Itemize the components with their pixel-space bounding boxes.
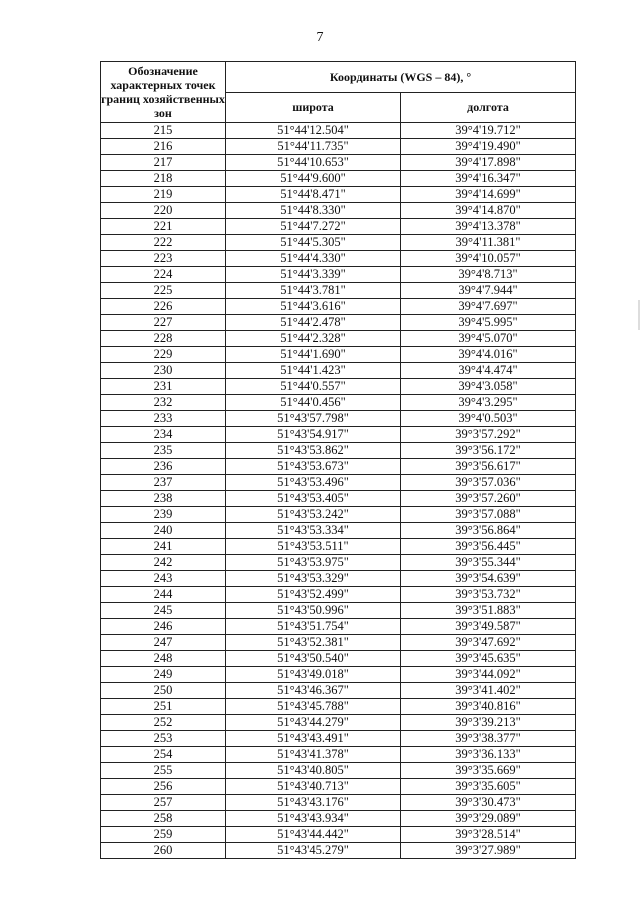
longitude-cell: 39°3'39.213" [401, 715, 576, 731]
table-row [101, 155, 576, 171]
table-row [101, 507, 576, 523]
table-row [101, 411, 576, 427]
longitude-cell: 39°3'53.732" [401, 587, 576, 603]
page-number: 7 [316, 30, 324, 45]
point-id-cell: 252 [101, 715, 226, 731]
longitude-cell: 39°3'51.883" [401, 603, 576, 619]
table-row [101, 251, 576, 267]
latitude-cell: 51°43'51.754" [226, 619, 401, 635]
point-id-cell: 249 [101, 667, 226, 683]
longitude-cell: 39°3'29.089" [401, 811, 576, 827]
table-row [101, 731, 576, 747]
point-id-cell: 224 [101, 267, 226, 283]
latitude-cell: 51°43'41.378" [226, 747, 401, 763]
longitude-cell: 39°3'38.377" [401, 731, 576, 747]
table-row [101, 459, 576, 475]
coordinates-table [100, 61, 576, 859]
header-latitude: широта [226, 93, 401, 123]
longitude-cell: 39°4'7.944" [401, 283, 576, 299]
longitude-cell: 39°3'30.473" [401, 795, 576, 811]
longitude-cell: 39°4'16.347" [401, 171, 576, 187]
table-row [101, 331, 576, 347]
longitude-cell: 39°3'35.669" [401, 763, 576, 779]
latitude-cell: 51°44'5.305" [226, 235, 401, 251]
longitude-cell: 39°4'11.381" [401, 235, 576, 251]
table-row [101, 523, 576, 539]
longitude-cell: 39°4'14.699" [401, 187, 576, 203]
latitude-cell: 51°43'53.975" [226, 555, 401, 571]
longitude-cell: 39°3'49.587" [401, 619, 576, 635]
point-id-cell: 255 [101, 763, 226, 779]
point-id-cell: 220 [101, 203, 226, 219]
point-id-cell: 215 [101, 123, 226, 139]
latitude-cell: 51°43'40.805" [226, 763, 401, 779]
table-row [101, 667, 576, 683]
table-row [101, 219, 576, 235]
point-id-cell: 223 [101, 251, 226, 267]
table-row [101, 187, 576, 203]
longitude-cell: 39°3'54.639" [401, 571, 576, 587]
table-row [101, 779, 576, 795]
longitude-cell: 39°3'56.864" [401, 523, 576, 539]
latitude-cell: 51°43'45.279" [226, 843, 401, 859]
longitude-cell: 39°3'56.445" [401, 539, 576, 555]
longitude-cell: 39°3'36.133" [401, 747, 576, 763]
point-id-cell: 256 [101, 779, 226, 795]
point-id-cell: 258 [101, 811, 226, 827]
longitude-cell: 39°4'8.713" [401, 267, 576, 283]
table-row [101, 539, 576, 555]
point-id-cell: 246 [101, 619, 226, 635]
longitude-cell: 39°3'57.292" [401, 427, 576, 443]
header-longitude: долгота [401, 93, 576, 123]
longitude-cell: 39°3'56.617" [401, 459, 576, 475]
point-id-cell: 229 [101, 347, 226, 363]
latitude-cell: 51°44'3.781" [226, 283, 401, 299]
point-id-cell: 237 [101, 475, 226, 491]
latitude-cell: 51°44'2.328" [226, 331, 401, 347]
point-id-cell: 260 [101, 843, 226, 859]
longitude-cell: 39°3'45.635" [401, 651, 576, 667]
latitude-cell: 51°43'49.018" [226, 667, 401, 683]
point-id-cell: 253 [101, 731, 226, 747]
latitude-cell: 51°43'53.511" [226, 539, 401, 555]
table-row [101, 299, 576, 315]
table-row [101, 763, 576, 779]
latitude-cell: 51°43'53.862" [226, 443, 401, 459]
table-row [101, 635, 576, 651]
longitude-cell: 39°4'0.503" [401, 411, 576, 427]
table-row [101, 123, 576, 139]
latitude-cell: 51°43'53.329" [226, 571, 401, 587]
table-row [101, 475, 576, 491]
point-id-cell: 238 [101, 491, 226, 507]
table-row [101, 235, 576, 251]
table-row [101, 139, 576, 155]
point-id-cell: 226 [101, 299, 226, 315]
table-row [101, 571, 576, 587]
point-id-cell: 235 [101, 443, 226, 459]
latitude-cell: 51°44'0.456" [226, 395, 401, 411]
latitude-cell: 51°43'53.334" [226, 523, 401, 539]
longitude-cell: 39°4'13.378" [401, 219, 576, 235]
table-row [101, 315, 576, 331]
table-row [101, 811, 576, 827]
table-row [101, 363, 576, 379]
point-id-cell: 221 [101, 219, 226, 235]
point-id-cell: 236 [101, 459, 226, 475]
latitude-cell: 51°44'8.330" [226, 203, 401, 219]
table-row [101, 267, 576, 283]
point-id-cell: 225 [101, 283, 226, 299]
longitude-cell: 39°4'19.490" [401, 139, 576, 155]
longitude-cell: 39°4'5.070" [401, 331, 576, 347]
point-id-cell: 243 [101, 571, 226, 587]
table-row [101, 827, 576, 843]
point-id-cell: 251 [101, 699, 226, 715]
latitude-cell: 51°44'9.600" [226, 171, 401, 187]
longitude-cell: 39°3'57.036" [401, 475, 576, 491]
longitude-cell: 39°3'44.092" [401, 667, 576, 683]
latitude-cell: 51°44'7.272" [226, 219, 401, 235]
latitude-cell: 51°44'3.339" [226, 267, 401, 283]
longitude-cell: 39°3'56.172" [401, 443, 576, 459]
table-row [101, 587, 576, 603]
point-id-cell: 259 [101, 827, 226, 843]
point-id-cell: 257 [101, 795, 226, 811]
longitude-cell: 39°4'17.898" [401, 155, 576, 171]
table-row [101, 843, 576, 859]
longitude-cell: 39°3'27.989" [401, 843, 576, 859]
latitude-cell: 51°43'43.491" [226, 731, 401, 747]
longitude-cell: 39°3'57.260" [401, 491, 576, 507]
latitude-cell: 51°43'57.798" [226, 411, 401, 427]
point-id-cell: 240 [101, 523, 226, 539]
point-id-cell: 219 [101, 187, 226, 203]
table-row [101, 683, 576, 699]
point-id-cell: 248 [101, 651, 226, 667]
point-id-cell: 241 [101, 539, 226, 555]
table-row [101, 619, 576, 635]
point-id-cell: 233 [101, 411, 226, 427]
latitude-cell: 51°43'46.367" [226, 683, 401, 699]
longitude-cell: 39°4'3.295" [401, 395, 576, 411]
latitude-cell: 51°43'53.405" [226, 491, 401, 507]
point-id-cell: 222 [101, 235, 226, 251]
latitude-cell: 51°44'3.616" [226, 299, 401, 315]
table-row [101, 555, 576, 571]
latitude-cell: 51°43'44.279" [226, 715, 401, 731]
table-row [101, 427, 576, 443]
longitude-cell: 39°3'28.514" [401, 827, 576, 843]
point-id-cell: 231 [101, 379, 226, 395]
latitude-cell: 51°44'10.653" [226, 155, 401, 171]
latitude-cell: 51°44'12.504" [226, 123, 401, 139]
point-id-cell: 216 [101, 139, 226, 155]
latitude-cell: 51°43'50.996" [226, 603, 401, 619]
point-id-cell: 232 [101, 395, 226, 411]
table-row [101, 795, 576, 811]
latitude-cell: 51°43'54.917" [226, 427, 401, 443]
longitude-cell: 39°4'7.697" [401, 299, 576, 315]
latitude-cell: 51°43'45.788" [226, 699, 401, 715]
point-id-cell: 230 [101, 363, 226, 379]
point-id-cell: 218 [101, 171, 226, 187]
latitude-cell: 51°43'52.381" [226, 635, 401, 651]
latitude-cell: 51°44'1.690" [226, 347, 401, 363]
table-row [101, 203, 576, 219]
table-row [101, 395, 576, 411]
point-id-cell: 228 [101, 331, 226, 347]
latitude-cell: 51°44'8.471" [226, 187, 401, 203]
point-id-cell: 227 [101, 315, 226, 331]
point-id-cell: 254 [101, 747, 226, 763]
table-row [101, 283, 576, 299]
point-id-cell: 234 [101, 427, 226, 443]
table-row [101, 603, 576, 619]
table-row [101, 651, 576, 667]
table-row [101, 443, 576, 459]
latitude-cell: 51°43'53.496" [226, 475, 401, 491]
point-id-cell: 247 [101, 635, 226, 651]
latitude-cell: 51°43'43.176" [226, 795, 401, 811]
latitude-cell: 51°43'50.540" [226, 651, 401, 667]
point-id-cell: 239 [101, 507, 226, 523]
table-row [101, 491, 576, 507]
point-id-cell: 250 [101, 683, 226, 699]
longitude-cell: 39°4'10.057" [401, 251, 576, 267]
latitude-cell: 51°44'2.478" [226, 315, 401, 331]
longitude-cell: 39°4'3.058" [401, 379, 576, 395]
longitude-cell: 39°4'4.016" [401, 347, 576, 363]
table-row [101, 379, 576, 395]
latitude-cell: 51°43'53.242" [226, 507, 401, 523]
longitude-cell: 39°4'5.995" [401, 315, 576, 331]
longitude-cell: 39°4'14.870" [401, 203, 576, 219]
header-point-designation: Обозначение характерных точек границ хозяйственных зон [101, 62, 226, 123]
latitude-cell: 51°44'4.330" [226, 251, 401, 267]
table-row [101, 699, 576, 715]
latitude-cell: 51°43'44.442" [226, 827, 401, 843]
latitude-cell: 51°44'1.423" [226, 363, 401, 379]
table-row [101, 715, 576, 731]
longitude-cell: 39°3'41.402" [401, 683, 576, 699]
table-row [101, 747, 576, 763]
longitude-cell: 39°3'40.816" [401, 699, 576, 715]
point-id-cell: 217 [101, 155, 226, 171]
longitude-cell: 39°3'55.344" [401, 555, 576, 571]
table-row [101, 347, 576, 363]
longitude-cell: 39°3'47.692" [401, 635, 576, 651]
point-id-cell: 244 [101, 587, 226, 603]
table-body [101, 123, 576, 859]
latitude-cell: 51°43'40.713" [226, 779, 401, 795]
longitude-cell: 39°4'4.474" [401, 363, 576, 379]
latitude-cell: 51°44'0.557" [226, 379, 401, 395]
latitude-cell: 51°44'11.735" [226, 139, 401, 155]
longitude-cell: 39°4'19.712" [401, 123, 576, 139]
point-id-cell: 242 [101, 555, 226, 571]
header-coordinates: Координаты (WGS – 84), ° [226, 62, 576, 93]
table-row [101, 171, 576, 187]
latitude-cell: 51°43'43.934" [226, 811, 401, 827]
latitude-cell: 51°43'52.499" [226, 587, 401, 603]
point-id-cell: 245 [101, 603, 226, 619]
latitude-cell: 51°43'53.673" [226, 459, 401, 475]
longitude-cell: 39°3'57.088" [401, 507, 576, 523]
longitude-cell: 39°3'35.605" [401, 779, 576, 795]
